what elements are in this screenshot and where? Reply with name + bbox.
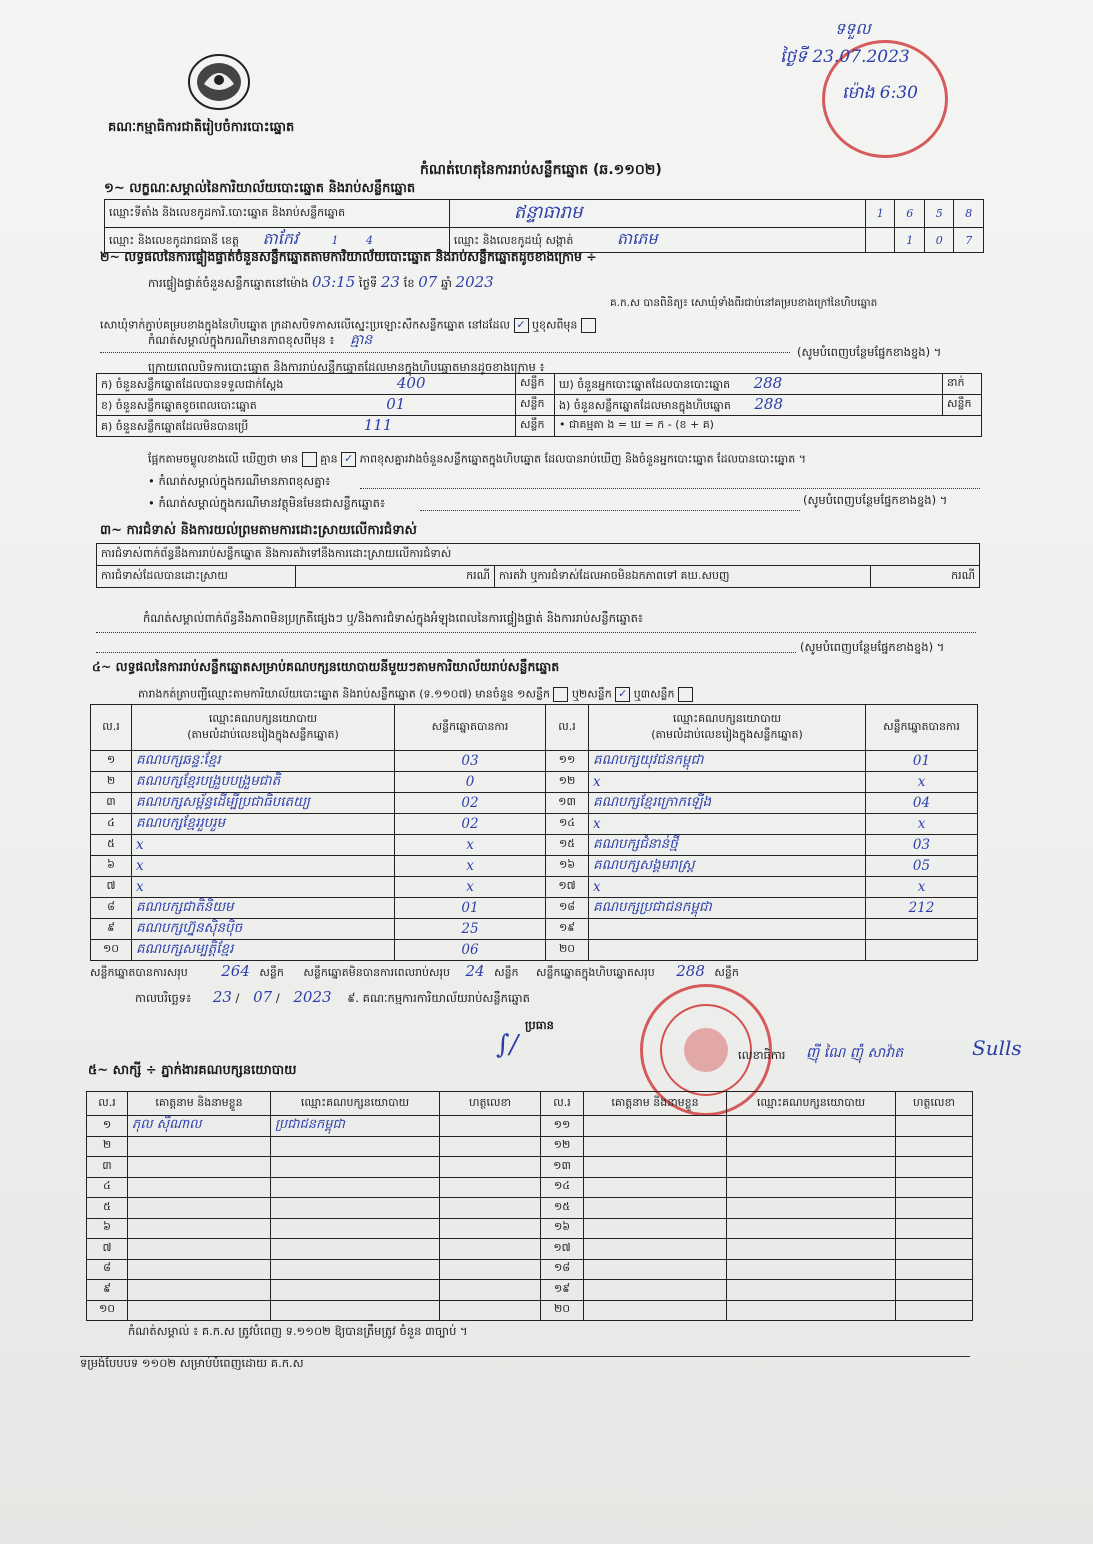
change-note-value: គ្មាន bbox=[350, 332, 373, 348]
verify-suffix: គ.ក.ស បានពិនិត្យ៖ សោឃុំទាំងពីរជាប់នៅគម្របខាងក្រៅនៃហិបឆ្នោត bbox=[610, 297, 878, 309]
secretary-label: លេខាធិការ bbox=[738, 1048, 786, 1062]
vote-count: 06 bbox=[395, 939, 546, 960]
resolved-label: ការជំទាស់ដែលបានដោះស្រាយ bbox=[97, 566, 296, 588]
location-code-3: 5 bbox=[924, 200, 954, 228]
vote-count: x bbox=[866, 814, 978, 835]
date-year: 2023 bbox=[293, 988, 332, 1006]
stamp-date: ថ្ងៃទី 23.07.2023 bbox=[780, 47, 910, 67]
row-no: ២ bbox=[91, 772, 132, 793]
total-box-value: 288 bbox=[676, 962, 705, 980]
party-name bbox=[589, 918, 866, 939]
row-no: ៩ bbox=[91, 918, 132, 939]
objection-row1: ការជំទាស់ពាក់ព័ន្ធនឹងការរាប់សន្លឹកឆ្នោត និងការតវ៉ាទៅនឹងការដោះស្រាយលើការជំទាស់ bbox=[97, 544, 980, 566]
witness-party bbox=[727, 1259, 896, 1280]
location-code-2: 6 bbox=[895, 200, 925, 228]
bullet-diff-dots bbox=[360, 488, 980, 489]
verify-day: 23 bbox=[380, 273, 400, 291]
verify-line bbox=[148, 273, 494, 293]
total-invalid-unit: សន្លឹក bbox=[494, 966, 519, 979]
list-sheets-line bbox=[138, 687, 693, 704]
appeal-label: ការតវ៉ា ឬការជំទាស់ដែលអាចមិនឯកភាពទៅ គឃ.សបញ bbox=[495, 566, 871, 588]
party-name: x bbox=[589, 814, 866, 835]
witness-signature bbox=[440, 1259, 541, 1280]
witness-signature bbox=[896, 1239, 973, 1260]
secretary-name: ញ៉ី ណៃ ញ៉ុំ សាវ៉ាត bbox=[806, 1045, 904, 1061]
w-col-sign-right: ហត្ថលេខា bbox=[896, 1092, 973, 1116]
date-day: 23 bbox=[212, 988, 232, 1006]
witness-party bbox=[727, 1239, 896, 1260]
table-row bbox=[91, 877, 978, 898]
witness-signature bbox=[440, 1218, 541, 1239]
changed-label: ឬខុសពីមុន bbox=[532, 318, 578, 332]
row-no: ១៦ bbox=[541, 1218, 584, 1239]
row-no: ១ bbox=[87, 1116, 128, 1137]
verify-time: 03:15 bbox=[312, 273, 356, 291]
witness-signature bbox=[440, 1177, 541, 1198]
secretary-signature: Sulls bbox=[972, 1036, 1022, 1060]
row-no: ១៧ bbox=[541, 1239, 584, 1260]
row-no: ១៩ bbox=[546, 918, 589, 939]
row-no: ១៩ bbox=[541, 1280, 584, 1301]
fill-hint-1: (សូមបំពេញបន្ថែមផ្នែកខាងខ្នង) ។ bbox=[797, 345, 942, 359]
party-name: គណបក្សខ្មែរក្រោកឡើង bbox=[589, 793, 866, 814]
total-valid-label: សន្លឹកឆ្នោតបានការសរុប bbox=[90, 966, 188, 979]
witness-name bbox=[584, 1116, 727, 1137]
total-valid-unit: សន្លឹក bbox=[259, 966, 284, 979]
objection-note: កំណត់សម្គាល់ពាក់ព័ន្ធនឹងភាពមិនប្រក្រតីផ្សេងៗ ឬ/និងការជំទាស់ក្នុងអំឡុងពេលនៃការផ្ទៀងផ្ទាត់ និងការរាប់សន្លឹកឆ្នោត៖ bbox=[143, 611, 643, 625]
party-name: គណបក្សខ្មែររួបរួម bbox=[132, 814, 395, 835]
bullet-object-note: • កំណត់សម្គាល់ក្នុងករណីមានវត្ថុមិនមែនជាសន្លឹកឆ្នោត៖ bbox=[148, 496, 386, 510]
row-no: ១២ bbox=[541, 1136, 584, 1157]
date-line: កាលបរិច្ឆេទ៖ 23 / 07 / 2023 ៩. គណៈកម្មការការិយាល័យរាប់សន្លឹកឆ្នោត bbox=[135, 988, 530, 1006]
party-name: x bbox=[132, 877, 395, 898]
committee-sign-label: ៩. គណៈកម្មការការិយាល័យរាប់សន្លឹកឆ្នោត bbox=[347, 991, 530, 1005]
row-no: ១១ bbox=[546, 751, 589, 772]
verify-year-label: ឆ្នាំ bbox=[440, 276, 452, 290]
sheets-1-checkbox[interactable] bbox=[553, 687, 568, 702]
table-row bbox=[91, 814, 978, 835]
received-label: ក) ចំនួនសន្លឹកឆ្នោតដែលបានទទួលជាក់ស្តែង 400 bbox=[97, 374, 516, 395]
table-row bbox=[91, 939, 978, 960]
diff-check-line bbox=[148, 452, 806, 469]
witness-name bbox=[584, 1218, 727, 1239]
col-votes-left: សន្លឹកឆ្នោតបានការ bbox=[395, 705, 546, 751]
diff-none-checkbox[interactable]: ✓ bbox=[341, 452, 356, 467]
total-invalid-value: 24 bbox=[465, 962, 485, 980]
vote-count: 03 bbox=[866, 835, 978, 856]
vote-count: 01 bbox=[395, 897, 546, 918]
vote-count: 0 bbox=[395, 772, 546, 793]
row-no: ៨ bbox=[87, 1259, 128, 1280]
received-unit: សន្លឹក bbox=[516, 374, 555, 395]
in-box-value: 288 bbox=[754, 395, 784, 413]
vote-count: 01 bbox=[866, 751, 978, 772]
witness-party bbox=[727, 1280, 896, 1301]
witness-party bbox=[727, 1218, 896, 1239]
w-col-no-left: ល.រ bbox=[87, 1092, 128, 1116]
witness-party bbox=[271, 1259, 440, 1280]
witness-name bbox=[128, 1198, 271, 1219]
witness-note: កំណត់សម្គាល់ ៖ គ.ក.ស ត្រូវបំពេញ ទ.១១០២ ឱ្យបានត្រឹមត្រូវ ចំនួន ៣ច្បាប់ ។ bbox=[128, 1324, 468, 1338]
witness-name bbox=[584, 1239, 727, 1260]
list-sheets-text: តារាងកត់ត្រាបញ្ជីឈ្មោះតាមការិយាល័យបោះឆ្នោត និងរាប់សន្លឹកឆ្នោត (ទ.១១០៧) មានចំនួន ១សន្លឹក bbox=[138, 687, 550, 701]
row-no: ៧ bbox=[87, 1239, 128, 1260]
witness-body bbox=[87, 1116, 973, 1321]
fill-hint-2: (សូមបំពេញបន្ថែមផ្នែកខាងខ្នង) ។ bbox=[803, 493, 948, 507]
row-no: ៣ bbox=[91, 793, 132, 814]
witness-name bbox=[584, 1157, 727, 1178]
row-no: ១៣ bbox=[546, 793, 589, 814]
vote-count: 02 bbox=[395, 793, 546, 814]
formula-label: • ជាគម្មតា ង = ឃ = ក - (ខ + គ) bbox=[555, 416, 982, 437]
witness-name bbox=[584, 1177, 727, 1198]
total-box-unit: សន្លឹក bbox=[714, 966, 739, 979]
witness-row bbox=[87, 1157, 973, 1178]
party-name: គណបក្សឆន្ទៈខ្មែរ bbox=[132, 751, 395, 772]
witness-row bbox=[87, 1198, 973, 1219]
change-note-dots bbox=[100, 352, 790, 353]
witness-party bbox=[727, 1116, 896, 1137]
witness-signature bbox=[896, 1157, 973, 1178]
voters-label: ឃ) ចំនួនអ្នកបោះឆ្នោតដែលបានបោះឆ្នោត 288 bbox=[555, 374, 943, 395]
witness-name bbox=[128, 1157, 271, 1178]
change-note-line bbox=[148, 330, 372, 351]
party-name: គណបក្សប្រជាជនកម្ពុជា bbox=[589, 897, 866, 918]
province-code-1: 1 bbox=[331, 234, 339, 247]
sheets-2-label: ឬ២សន្លឹក bbox=[571, 687, 612, 701]
row-no: ៥ bbox=[91, 835, 132, 856]
president-label: ប្រធាន bbox=[525, 1018, 554, 1032]
col-no-left: ល.រ bbox=[91, 705, 132, 751]
row-no: ១៨ bbox=[546, 897, 589, 918]
vote-count: x bbox=[866, 877, 978, 898]
witness-party bbox=[727, 1177, 896, 1198]
verify-month-label: ខែ bbox=[403, 276, 415, 290]
row-no: ១៤ bbox=[546, 814, 589, 835]
row-no: ៥ bbox=[87, 1198, 128, 1219]
unused-value: 111 bbox=[363, 416, 393, 434]
in-box-unit: សន្លឹក bbox=[943, 395, 982, 416]
seal-text: សោឃុំទាក់ភ្ជាប់គម្របខាងក្នុងនៃហិបឆ្នោត ក្រដាសបិទភាសលើស្នេះប្រឡោះសឹកសន្លឹកឆ្នោត នៅដដែល bbox=[100, 318, 510, 332]
witness-party bbox=[727, 1157, 896, 1178]
witness-party: ប្រជាជនកម្ពុជា bbox=[271, 1116, 440, 1137]
col-votes-right: សន្លឹកឆ្នោតបានការ bbox=[866, 705, 978, 751]
row-no: ១៥ bbox=[541, 1198, 584, 1219]
witness-signature bbox=[440, 1116, 541, 1137]
witness-party bbox=[271, 1136, 440, 1157]
witness-party bbox=[271, 1177, 440, 1198]
row-no: ៧ bbox=[91, 877, 132, 898]
commune-value: តាភេម bbox=[616, 229, 658, 248]
total-box-label: សន្លឹកឆ្នោតក្នុងហិបឆ្នោតសរុប bbox=[536, 966, 655, 979]
row-no: ១៨ bbox=[541, 1259, 584, 1280]
witness-row bbox=[87, 1116, 973, 1137]
changed-checkbox[interactable] bbox=[581, 318, 596, 333]
witness-signature bbox=[440, 1157, 541, 1178]
witness-party bbox=[727, 1136, 896, 1157]
witness-row bbox=[87, 1136, 973, 1157]
diff-check-rest: ភាពខុសគ្នារវាងចំនួនសន្លឹកឆ្នោតក្នុងហិបឆ្នោត ដែលបានរាប់ឃើញ និងចំនួនអ្នកបោះឆ្នោត ដែលបានបោះឆ្នោត ។ bbox=[359, 452, 806, 466]
vote-count bbox=[866, 939, 978, 960]
change-note-label: កំណត់សម្គាល់ក្នុងករណីមានភាពខុសពីមុន ៖ bbox=[148, 333, 335, 347]
verify-prefix: ការផ្ទៀងផ្ទាត់ចំនួនសន្លឹកឆ្នោតនៅម៉ោង bbox=[148, 276, 309, 290]
party-name bbox=[589, 939, 866, 960]
w-col-name-right: គោត្តនាម និងនាមខ្លួន bbox=[584, 1092, 727, 1116]
table-row bbox=[91, 793, 978, 814]
witness-row bbox=[87, 1300, 973, 1321]
party-votes-table bbox=[90, 704, 978, 961]
footer-text: ទម្រង់បែបបទ ១១០២ សម្រាប់បំពេញដោយ គ.ក.ស bbox=[80, 1356, 304, 1370]
witness-signature bbox=[896, 1280, 973, 1301]
stamp-time: ម៉ោង 6:30 bbox=[842, 83, 918, 103]
witness-name bbox=[584, 1300, 727, 1321]
witness-signature bbox=[440, 1300, 541, 1321]
witness-signature bbox=[896, 1177, 973, 1198]
spoiled-value: 01 bbox=[386, 395, 406, 413]
row-no: ២ bbox=[87, 1136, 128, 1157]
commune-code-2: 0 bbox=[924, 228, 954, 253]
witness-party bbox=[271, 1300, 440, 1321]
witness-name bbox=[128, 1280, 271, 1301]
spoiled-unit: សន្លឹក bbox=[516, 395, 555, 416]
witness-signature bbox=[896, 1259, 973, 1280]
sheets-3-label: ឬ៣សន្លឹក bbox=[633, 687, 675, 701]
section1-table bbox=[104, 199, 984, 253]
w-col-party-left: ឈ្មោះគណបក្សនយោបាយ bbox=[271, 1092, 440, 1116]
in-box-label: ង) ចំនួនសន្លឹកឆ្នោតដែលមានក្នុងហិបឆ្នោត 288 bbox=[555, 395, 943, 416]
committee-name: គណៈកម្មាធិការជាតិរៀបចំការបោះឆ្នោត bbox=[108, 120, 295, 135]
sheets-2-checkbox[interactable]: ✓ bbox=[615, 687, 630, 702]
commune-label: ឈ្មោះ និងលេខកូដឃុំ សង្កាត់ bbox=[453, 234, 574, 247]
row-no: ៦ bbox=[87, 1218, 128, 1239]
bullet-diff-note: • កំណត់សម្គាល់ក្នុងករណីមានភាពខុសគ្នា៖ bbox=[148, 474, 331, 488]
vote-count: 02 bbox=[395, 814, 546, 835]
date-label: កាលបរិច្ឆេទ៖ bbox=[135, 991, 192, 1005]
unchanged-checkbox[interactable]: ✓ bbox=[514, 318, 529, 333]
witness-row bbox=[87, 1177, 973, 1198]
objection-note-dots bbox=[96, 632, 976, 633]
witness-name bbox=[584, 1280, 727, 1301]
row-no: ១០ bbox=[91, 939, 132, 960]
table-row bbox=[91, 751, 978, 772]
row-no: ១ bbox=[91, 751, 132, 772]
witness-signature bbox=[896, 1198, 973, 1219]
witness-signature bbox=[440, 1239, 541, 1260]
party-name: គណបក្សសម្ព័ន្ធដើម្បីប្រជាធិបតេយ្យ bbox=[132, 793, 395, 814]
witness-party bbox=[271, 1280, 440, 1301]
row-no: ១២ bbox=[546, 772, 589, 793]
spoiled-label: ខ) ចំនួនសន្លឹកឆ្នោតខូចពេលបោះឆ្នោត 01 bbox=[97, 395, 516, 416]
party-name: គណបក្សជាតិនិយម bbox=[132, 897, 395, 918]
witness-row bbox=[87, 1218, 973, 1239]
witness-name bbox=[128, 1136, 271, 1157]
diff-yes-checkbox[interactable] bbox=[302, 452, 317, 467]
witness-name bbox=[128, 1259, 271, 1280]
sheets-3-checkbox[interactable] bbox=[678, 687, 693, 702]
vote-count: x bbox=[866, 772, 978, 793]
ballot-count-table bbox=[96, 373, 982, 437]
witness-signature bbox=[896, 1116, 973, 1137]
row-no: ៨ bbox=[91, 897, 132, 918]
voters-value: 288 bbox=[753, 374, 783, 392]
vote-count bbox=[866, 918, 978, 939]
table-row bbox=[91, 918, 978, 939]
row-no: ២០ bbox=[546, 939, 589, 960]
witness-name: ភុល ស៊ីណាល bbox=[128, 1116, 271, 1137]
witness-row bbox=[87, 1259, 973, 1280]
party-name: x bbox=[589, 877, 866, 898]
vote-count: 25 bbox=[395, 918, 546, 939]
location-value: ឥន្ទាធារាម bbox=[449, 200, 865, 228]
vote-count: 212 bbox=[866, 897, 978, 918]
col-party-right: ឈ្មោះគណបក្សនយោបាយ (តាមលំដាប់លេខរៀងក្នុងសន្លឹកឆ្នោត) bbox=[589, 705, 866, 751]
vote-count: 03 bbox=[395, 751, 546, 772]
witness-name bbox=[128, 1218, 271, 1239]
commune-code-blank bbox=[865, 228, 895, 253]
witness-table bbox=[86, 1091, 973, 1321]
province-value: តាកែវ bbox=[262, 229, 299, 248]
witness-name bbox=[584, 1198, 727, 1219]
witness-name bbox=[584, 1259, 727, 1280]
witness-party bbox=[727, 1198, 896, 1219]
party-name: គណបក្សខ្មែរបង្រួបបង្រួមជាតិ bbox=[132, 772, 395, 793]
witness-row bbox=[87, 1280, 973, 1301]
row-no: ១៤ bbox=[541, 1177, 584, 1198]
vote-count: x bbox=[395, 877, 546, 898]
section2-title: ២~ លទ្ធផលនៃការផ្ទៀងផ្ទាត់ចំនួនសន្លឹកឆ្នោតតាមការិយាល័យបោះឆ្នោត និងរាប់សន្លឹកឆ្នោតដូចខាងក្រោម ÷ bbox=[100, 249, 597, 264]
party-name: គណបក្សសង្គមរាស្ត្រ bbox=[589, 856, 866, 877]
witness-name bbox=[584, 1136, 727, 1157]
w-col-party-right: ឈ្មោះគណបក្សនយោបាយ bbox=[727, 1092, 896, 1116]
location-code-4: 8 bbox=[954, 200, 984, 228]
witness-name bbox=[128, 1177, 271, 1198]
row-no: ៤ bbox=[87, 1177, 128, 1198]
nec-emblem bbox=[186, 52, 252, 112]
row-no: ១០ bbox=[87, 1300, 128, 1321]
row-no: ៩ bbox=[87, 1280, 128, 1301]
witness-name bbox=[128, 1239, 271, 1260]
row-no: ១៧ bbox=[546, 877, 589, 898]
commune-code-1: 1 bbox=[895, 228, 925, 253]
commune-code-3: 7 bbox=[954, 228, 984, 253]
witness-signature bbox=[896, 1218, 973, 1239]
section3-title: ៣~ ការជំទាស់ និងការយល់ព្រមតាមការដោះស្រាយលើការជំទាស់ bbox=[100, 523, 417, 538]
verify-year: 2023 bbox=[455, 273, 494, 291]
party-name: គណបក្សយុវជនកម្ពុជា bbox=[589, 751, 866, 772]
witness-signature bbox=[440, 1136, 541, 1157]
row-no: ២០ bbox=[541, 1300, 584, 1321]
witness-signature bbox=[896, 1136, 973, 1157]
table-row bbox=[91, 772, 978, 793]
resolved-case: ករណី bbox=[296, 566, 495, 588]
vote-count: 04 bbox=[866, 793, 978, 814]
section4-title: ៤~ លទ្ធផលនៃការរាប់សន្លឹកឆ្នោតសម្រាប់គណបក្សនយោបាយនីមួយៗតាមការិយាល័យរាប់សន្លឹកឆ្នោត bbox=[92, 659, 560, 674]
location-label: ឈ្មោះទីតាំង និងលេខកូដការិ.បោះឆ្នោត និងរាប់សន្លឹកឆ្នោត bbox=[105, 200, 450, 228]
form-title: កំណត់ហេតុនៃការរាប់សន្លឹកឆ្នោត (ឆ.១១០២) bbox=[420, 162, 662, 178]
vote-count: x bbox=[395, 835, 546, 856]
col-party-left: ឈ្មោះគណបក្សនយោបាយ (តាមលំដាប់លេខរៀងក្នុងសន្លឹកឆ្នោត) bbox=[132, 705, 395, 751]
row-no: ៦ bbox=[91, 856, 132, 877]
section5-title: ៥~ សាក្សី ÷ ភ្នាក់ងារគណបក្សនយោបាយ bbox=[88, 1063, 297, 1078]
witness-party bbox=[271, 1157, 440, 1178]
objection-table bbox=[96, 543, 980, 588]
bullet-object-dots bbox=[420, 510, 800, 511]
table-row bbox=[91, 897, 978, 918]
witness-party bbox=[271, 1239, 440, 1260]
witness-name bbox=[128, 1300, 271, 1321]
objection-note-dots-2 bbox=[96, 652, 796, 653]
table-row bbox=[91, 835, 978, 856]
fill-hint-3: (សូមបំពេញបន្ថែមផ្នែកខាងខ្នង) ។ bbox=[800, 640, 945, 654]
totals-line bbox=[90, 962, 739, 982]
witness-row bbox=[87, 1239, 973, 1260]
col-no-right: ល.រ bbox=[546, 705, 589, 751]
stamp-received-label: ទទួល bbox=[835, 19, 871, 38]
w-col-sign-left: ហត្ថលេខា bbox=[440, 1092, 541, 1116]
vote-count: 05 bbox=[866, 856, 978, 877]
received-value: 400 bbox=[396, 374, 426, 392]
after-close-line: ក្រោយពេលបិទការបោះឆ្នោត និងការរាប់សន្លឹកឆ្នោតដែលមានក្នុងហិបឆ្នោតមានដូចខាងក្រោម ៖ bbox=[148, 360, 545, 374]
diff-none-label: គ្មាន bbox=[320, 452, 338, 466]
section1-title: ១~ លក្ខណៈសម្គាល់នៃការិយាល័យបោះឆ្នោត និងរាប់សន្លឹកឆ្នោត bbox=[104, 181, 416, 196]
vote-count: x bbox=[395, 856, 546, 877]
party-name: x bbox=[589, 772, 866, 793]
w-col-name-left: គោត្តនាម និងនាមខ្លួន bbox=[128, 1092, 271, 1116]
president-signature: ∫∕ bbox=[496, 1030, 519, 1060]
unused-label: គ) ចំនួនសន្លឹកឆ្នោតដែលមិនបានប្រើ 111 bbox=[97, 416, 516, 437]
table-row bbox=[91, 856, 978, 877]
appeal-case: ករណី bbox=[871, 566, 980, 588]
diff-check-text: ផ្អែកតាមចម្លូលខាងលើ ឃើញថា មាន bbox=[148, 452, 299, 466]
party-name: គណបក្សជំនាន់ថ្មី bbox=[589, 835, 866, 856]
witness-signature bbox=[440, 1198, 541, 1219]
witness-party bbox=[727, 1300, 896, 1321]
verify-day-label: ថ្ងៃទី bbox=[358, 276, 378, 290]
witness-signature bbox=[440, 1280, 541, 1301]
witness-party bbox=[271, 1198, 440, 1219]
row-no: ១៥ bbox=[546, 835, 589, 856]
row-no: ១៣ bbox=[541, 1157, 584, 1178]
witness-party bbox=[271, 1218, 440, 1239]
party-name: x bbox=[132, 856, 395, 877]
party-votes-body bbox=[91, 751, 978, 961]
voters-unit: នាក់ bbox=[943, 374, 982, 395]
province-label: ឈ្មោះ និងលេខកូដរាជធានី ខេត្ត bbox=[109, 234, 239, 247]
w-col-no-right: ល.រ bbox=[541, 1092, 584, 1116]
location-code-1: 1 bbox=[865, 200, 895, 228]
total-valid-value: 264 bbox=[221, 962, 250, 980]
total-invalid-label: សន្លឹកឆ្នោតមិនបានការពេលរាប់សរុប bbox=[303, 966, 450, 979]
party-name: x bbox=[132, 835, 395, 856]
row-no: ១៦ bbox=[546, 856, 589, 877]
party-name: គណបក្សហ្វ៊ុនស៊ិនប៉ិច bbox=[132, 918, 395, 939]
unused-unit: សន្លឹក bbox=[516, 416, 555, 437]
row-no: ១១ bbox=[541, 1116, 584, 1137]
date-month: 07 bbox=[253, 988, 273, 1006]
verify-month: 07 bbox=[418, 273, 438, 291]
province-code-2: 4 bbox=[366, 234, 374, 247]
row-no: ៣ bbox=[87, 1157, 128, 1178]
row-no: ៤ bbox=[91, 814, 132, 835]
witness-signature bbox=[896, 1300, 973, 1321]
party-name: គណបក្សសម្បត្តិខ្មែរ bbox=[132, 939, 395, 960]
